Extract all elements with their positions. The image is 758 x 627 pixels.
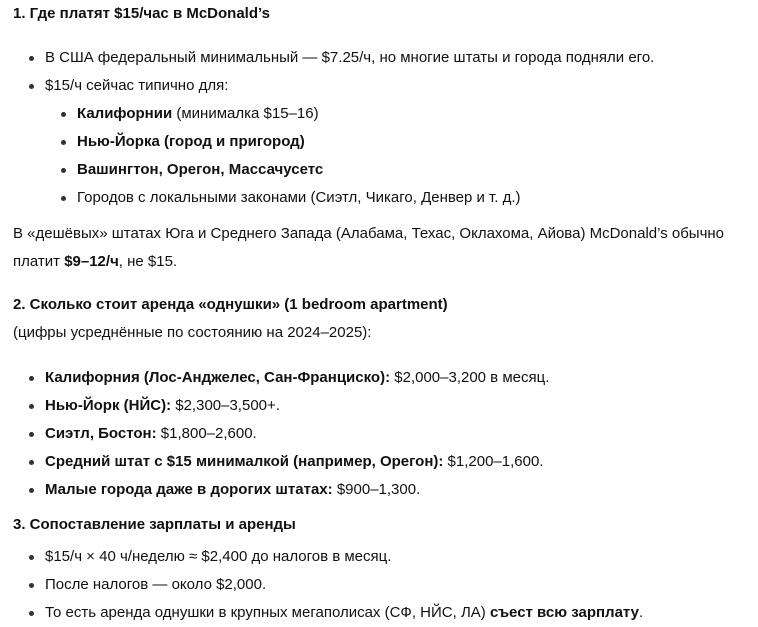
text: платит [13,253,65,270]
text: $900–1,300. [332,481,421,498]
bold-text: Вашингтон, Орегон, Массачусетс [77,161,324,178]
section-1-sublist [13,100,758,212]
text: $1,200–1,600. [443,453,544,470]
text: $1,800–2,600. [156,425,257,442]
list-item [13,128,758,156]
list-item [13,476,758,504]
bold-text: Нью-Йорк (НЙС): [45,397,172,414]
list-item [13,543,758,571]
text: (минималка $15–16) [172,105,319,122]
section-3-heading: 3. Сопоставление зарплаты и аренды [13,516,296,533]
bold-text: Калифорнии [77,105,173,122]
list-item [13,448,758,476]
text: , не $15. [118,253,178,270]
paragraph-line [13,248,758,276]
bold-text: съест всю зарплату [489,604,639,621]
text: $2,000–3,200 в месяц. [390,369,550,386]
text: Городов с локальными законами (Сиэтл, Чикаго, Денвер и т. д.) [77,189,521,206]
text: $2,300–3,500+. [171,397,280,414]
list-item [13,599,758,627]
bold-text: Сиэтл, Бостон: [45,425,157,442]
bold-text: Нью-Йорка (город и пригород) [77,133,305,150]
text: То есть аренда однушки в крупных мегаполисах (СФ, НЙС, ЛА) [45,604,490,621]
section-2-heading: 2. Сколько стоит аренда «однушки» (1 bedroom apartment) [13,296,448,313]
list-item [13,420,758,448]
section-1-heading: 1. Где платят $15/час в McDonald’s [13,5,270,22]
bold-text: Малые города даже в дорогих штатах: [45,481,333,498]
list-item [13,156,758,184]
bold-text: Средний штат с $15 минималкой (например, Орегон): [45,453,444,470]
section-1-list [13,44,758,100]
text: В «дешёвых» штатах Юга и Среднего Запада (Алабама, Техас, Оклахома, Айова) McDonald’s обычно [13,225,725,242]
bold-text: $9–12/ч [64,253,119,270]
list-item [13,571,758,599]
section-3-list [13,543,758,627]
text: . [638,604,644,621]
text: $15/ч сейчас типично для: [45,77,229,94]
text: В США федеральный минимальный — $7.25/ч, но многие штаты и города подняли его. [45,49,655,66]
list-item [13,72,758,100]
section-2-list [13,364,758,504]
list-item [13,100,758,128]
list-item [13,392,758,420]
bold-text: Калифорния (Лос-Анджелес, Сан-Франциско): [45,369,391,386]
section-1-paragraph [13,220,758,276]
list-item [13,184,758,212]
section-2-subtitle: (цифры усреднённые по состоянию на 2024–2025): [13,324,372,341]
list-item [13,44,758,72]
text: $15/ч × 40 ч/неделю ≈ $2,400 до налогов в месяц. [45,548,392,565]
text: После налогов — около $2,000. [45,576,267,593]
list-item [13,364,758,392]
paragraph-line [13,220,758,248]
